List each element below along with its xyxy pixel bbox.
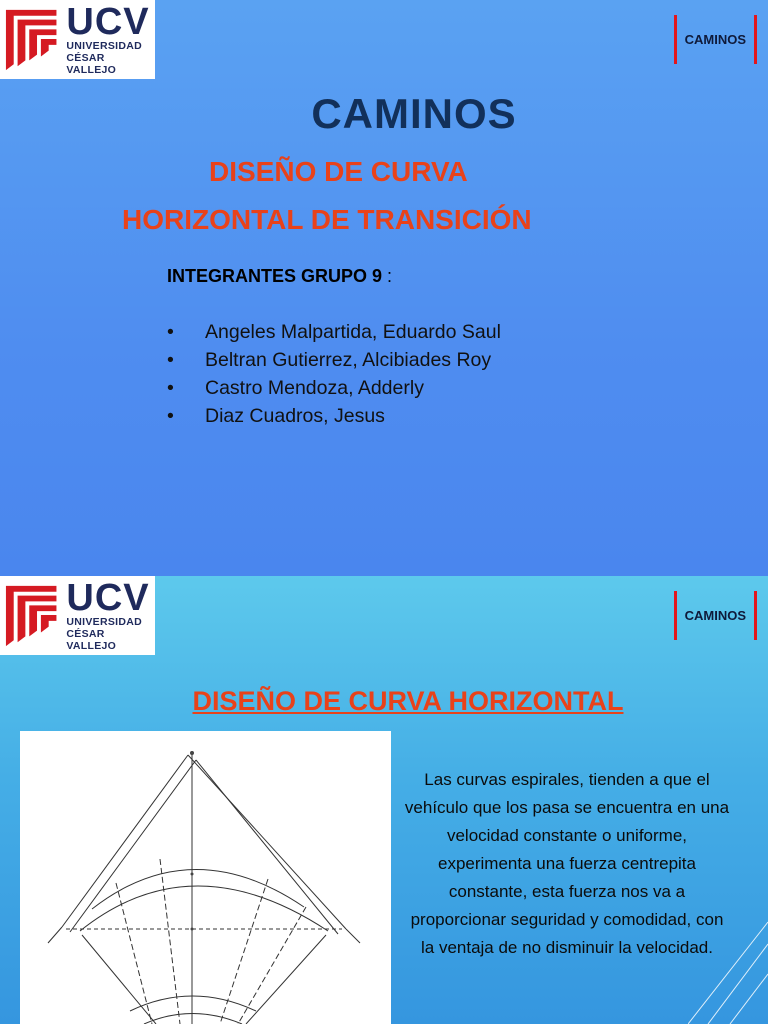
ucv-logo (0, 0, 155, 79)
corner-lines-decoration (688, 914, 768, 1024)
section-tag (674, 591, 757, 640)
logo-line1: UNIVERSIDAD (66, 39, 143, 52)
list-item (167, 346, 501, 374)
section-tag (674, 15, 757, 64)
ucv-logo (0, 576, 155, 655)
logo-line2: CÉSAR VALLEJO (66, 51, 117, 76)
curve-diagram-drawing (20, 731, 391, 1024)
slide-2 (0, 576, 768, 1024)
bullet: • (167, 405, 174, 427)
tag-bar-right (754, 15, 757, 64)
member-name: Beltran Gutierrez, Alcibiades Roy (205, 349, 492, 371)
ucv-shield-icon (4, 581, 58, 651)
logo-ucv: UCV (66, 0, 150, 43)
ucv-shield-icon (4, 5, 58, 75)
member-name: Diaz Cuadros, Jesus (205, 405, 385, 427)
members-list (167, 318, 501, 430)
curve-diagram (20, 731, 391, 1024)
team-label (167, 266, 392, 287)
team-label-text: INTEGRANTES GRUPO 9 (167, 266, 383, 286)
logo-ucv: UCV (66, 576, 150, 619)
description-text: Las curvas espirales, tienden a que el vehículo que los pasa se encuentra en una velocidad constante o uniforme, experimenta una fuerza centrepita constante, esta fuerza nos va a proporcionar seguridad y comodidad, con la ventaja de no disminuir la velocidad. (404, 770, 730, 957)
team-label-colon: : (382, 266, 393, 286)
slide-title: DISEÑO DE CURVA HORIZONTAL (192, 686, 624, 716)
tag-label: CAMINOS (684, 608, 746, 623)
bullet: • (167, 377, 174, 399)
bullet: • (167, 349, 174, 371)
subtitle-line-2: HORIZONTAL DE TRANSICIÓN (122, 204, 532, 235)
logo-line2: CÉSAR VALLEJO (66, 627, 117, 652)
tag-bar-right (754, 591, 757, 640)
subtitle-line-1: DISEÑO DE CURVA (209, 156, 468, 187)
member-name: Castro Mendoza, Adderly (205, 377, 424, 399)
page-title: CAMINOS (311, 90, 517, 137)
list-item (167, 318, 501, 346)
logo-line1: UNIVERSIDAD (66, 615, 143, 628)
member-name: Angeles Malpartida, Eduardo Saul (205, 321, 501, 343)
list-item (167, 374, 501, 402)
tag-label: CAMINOS (684, 32, 746, 47)
list-item (167, 402, 501, 430)
bullet: • (167, 321, 174, 343)
